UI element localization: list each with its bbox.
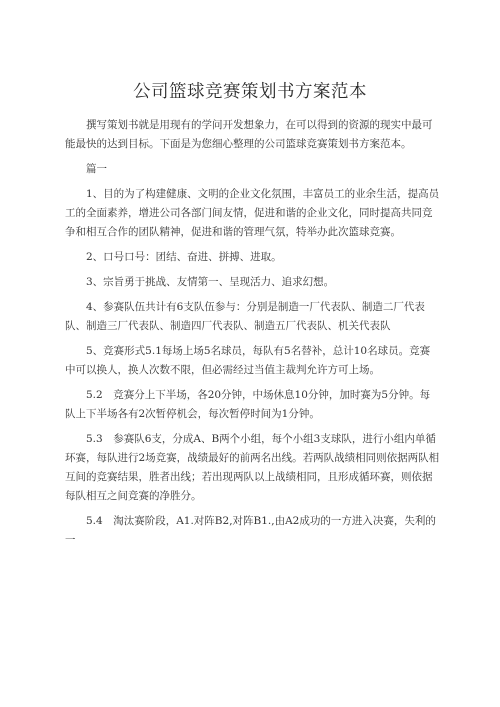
paragraph-teams: 4、参赛队伍共计有6支队伍参与：分别是制造一厂代表队、制造二厂代表队、制造三厂代表队、制造四厂代表队、制造五厂代表队、机关代表队 bbox=[65, 301, 425, 332]
paragraph-purpose: 1、目的为了构建健康、文明的企业文化氛围，丰富员工的业余生活，提高员工的全面素养，增进公司各部门间友情，促进和谐的企业文化，同时提高共同竞争和相互合作的团队精神，促进和谐的管理气氛，特举办此次篮球竞赛。 bbox=[65, 188, 440, 238]
document-title: 公司篮球竞赛策划书方案范本 bbox=[133, 82, 367, 102]
paragraph-format: 5、竞赛形式5.1每场上场5名球员，每队有5名替补，总计10名球员。竞赛中可以换人，换人次数不限，但必需经过当值主裁判允许方可上场。 bbox=[65, 345, 431, 376]
paragraph-groups: 5.3 参赛队6支，分成A、B两个小组，每个小组3支球队，进行小组内单循环赛，每队进行2场竞赛，战绩最好的前两名出线。若两队战绩相同则依据两队相互间的竞赛结果，胜者出线；若出现两队以上战绩相同，且形成循环赛，则依据每队相互之间竞赛的净胜分。 bbox=[65, 433, 440, 502]
document-body bbox=[65, 116, 440, 550]
paragraph-halves: 5.2 竞赛分上下半场，各20分钟，中场休息10分钟，加时赛为5分钟。每队上下半场各有2次暂停机会，每次暂停时间为1分钟。 bbox=[65, 389, 431, 420]
paragraph-slogan: 2、口号口号：团结、奋进、拼搏、进取。 bbox=[86, 251, 282, 263]
paragraph-knockout: 5.4 淘汰赛阶段，A1.对阵B2,对阵B1.,由A2成功的一方进入决赛，失利的一 bbox=[65, 515, 436, 546]
paragraph-tenet: 3、宗旨勇于挑战、友情第一、呈现活力、追求幻想。 bbox=[86, 276, 335, 288]
intro-paragraph: 撰写策划书就是用现有的学问开发想象力，在可以得到的资源的现实中最可能最快的达到目标。下面是为您细心整理的公司篮球竞赛策划书方案范本。 bbox=[65, 119, 433, 150]
section-heading: 篇一 bbox=[86, 163, 107, 175]
